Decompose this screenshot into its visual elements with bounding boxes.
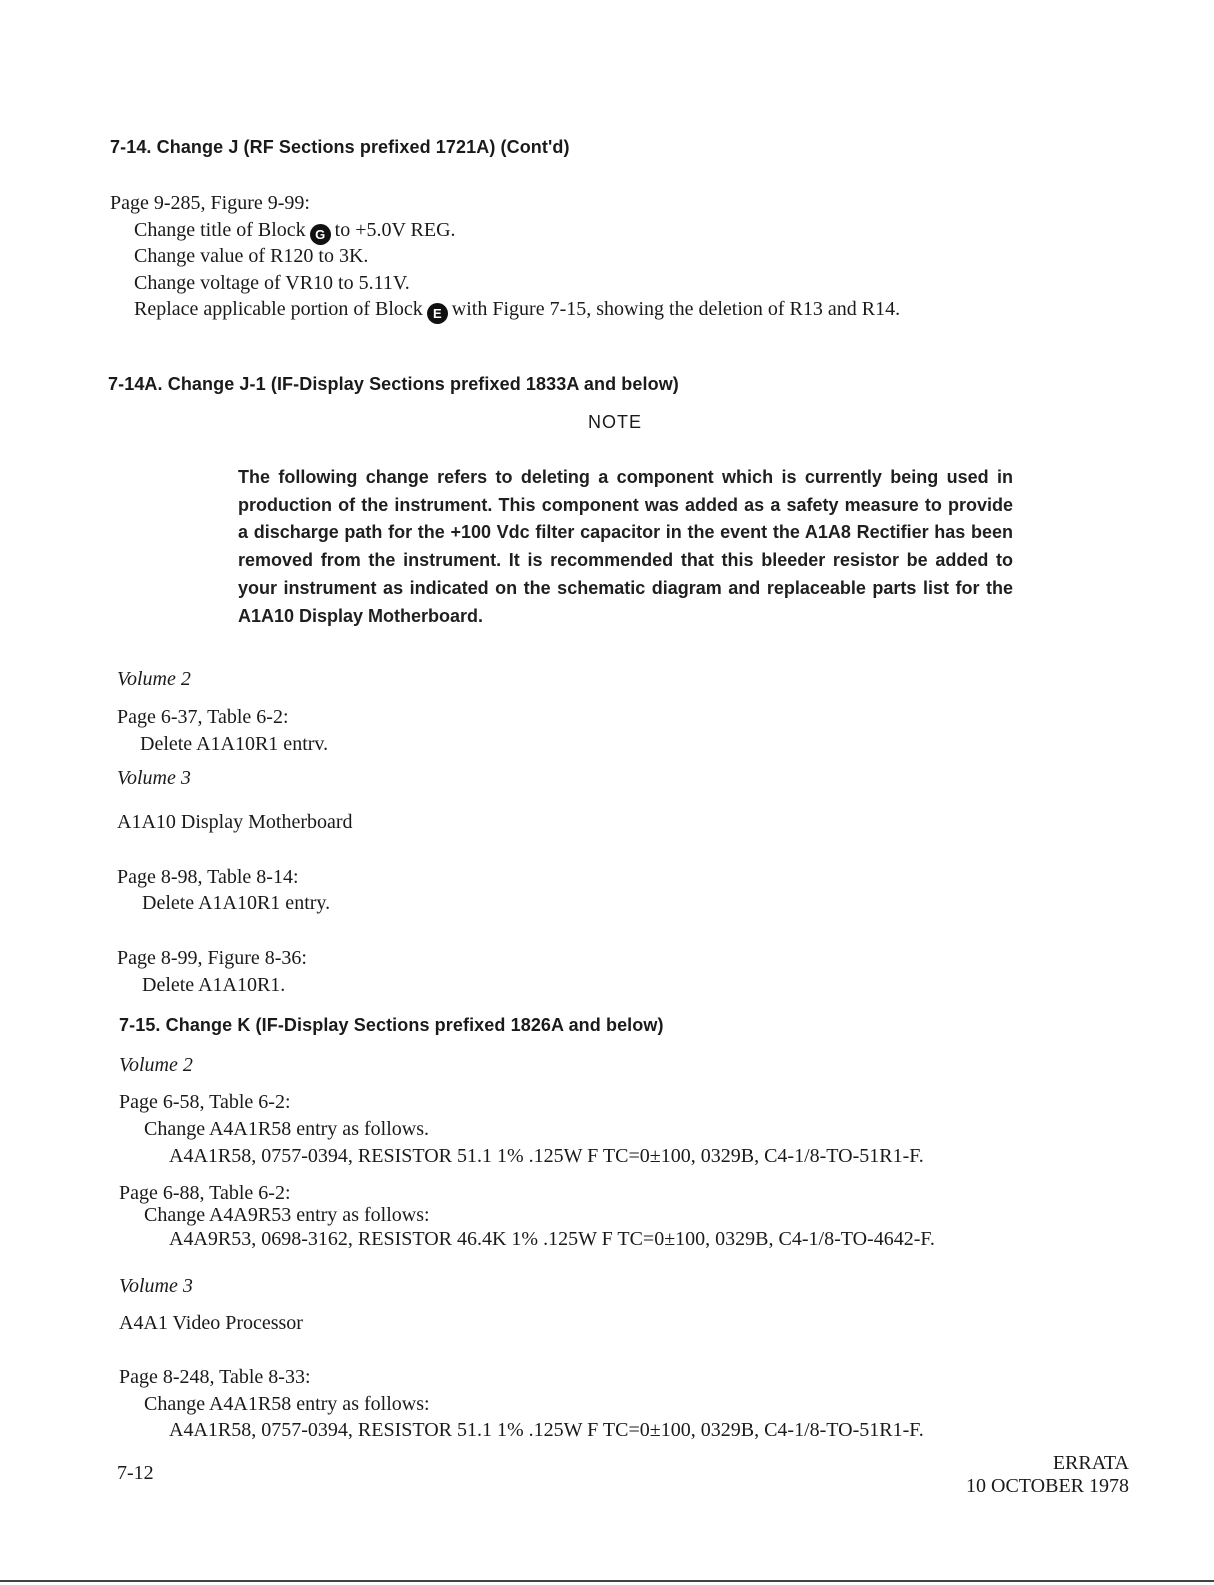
page-number: 7-12 [117,1462,154,1484]
page-reference: Page 8-248, Table 8-33: [119,1366,311,1388]
change-line: Delete A1A10R1 entry. [142,892,331,914]
section-heading-7-14a: 7-14A. Change J-1 (IF-Display Sections prefixed 1833A and below) [108,374,679,394]
page-reference: Page 6-58, Table 6-2: [119,1091,291,1113]
parts-entry: A4A1R58, 0757-0394, RESISTOR 51.1 1% .125W F TC=0±100, 0329B, C4-1/8-TO-51R1-F. [169,1419,924,1441]
page-reference: Page 6-37, Table 6-2: [117,706,289,728]
change-line: Change value of R120 to 3K. [134,245,369,267]
change-line: Delete A1A10R1. [142,974,286,996]
volume-label: Volume 2 [117,668,191,690]
change-text: with Figure 7-15, showing the deletion of R13 and R14. [451,298,901,320]
volume-label: Volume 2 [119,1054,193,1076]
volume-label: Volume 3 [117,767,191,789]
errata-label: ERRATA [1052,1452,1129,1474]
note-body: The following change refers to deleting a component which is currently being used in production of the instrument. This component was added as a safety measure to provide a discharge path for the +100 Vdc filter capacitor in the event the A1A8 Rectifier has been removed from the instrument. It is recommended that this bleeder resistor be added to your instrument as indicated on the schematic diagram and replaceable parts list for the A1A10 Display Motherboard. [238,467,1013,626]
parts-entry: A4A1R58, 0757-0394, RESISTOR 51.1 1% .125W F TC=0±100, 0329B, C4-1/8-TO-51R1-F. [169,1145,924,1167]
change-line: Change A4A1R58 entry as follows: [144,1393,430,1415]
change-line: Change A4A1R58 entry as follows. [144,1118,429,1140]
page-reference: Page 8-99, Figure 8-36: [117,947,307,969]
page-reference: Page 8-98, Table 8-14: [117,866,299,888]
change-line: Change voltage of VR10 to 5.11V. [134,272,410,294]
page-bottom-edge [0,1580,1214,1582]
section-heading-7-14: 7-14. Change J (RF Sections prefixed 1721A) (Cont'd) [110,137,570,157]
change-line: Change A4A9R53 entry as follows: [144,1204,430,1226]
errata-date: 10 OCTOBER 1978 [966,1475,1129,1497]
volume-label: Volume 3 [119,1275,193,1297]
parts-entry: A4A9R53, 0698-3162, RESISTOR 46.4K 1% .125W F TC=0±100, 0329B, C4-1/8-TO-4642-F. [169,1228,935,1250]
change-line [134,298,900,324]
change-line: Delete A1A10R1 entrv. [140,733,329,755]
block-badge-icon: E [427,303,448,324]
page-reference: Page 6-88, Table 6-2: [119,1182,291,1204]
change-line [134,219,456,245]
assembly-name: A1A10 Display Motherboard [117,811,353,833]
change-text: to +5.0V REG. [334,219,456,241]
block-badge-icon: G [310,224,331,245]
note-title: NOTE [588,412,643,432]
page-reference: Page 9-285, Figure 9-99: [110,192,310,214]
section-heading-7-15: 7-15. Change K (IF-Display Sections prefixed 1826A and below) [119,1015,664,1035]
assembly-name: A4A1 Video Processor [119,1312,303,1334]
change-text: Replace applicable portion of Block [134,298,423,320]
change-text: Change title of Block [134,219,306,241]
